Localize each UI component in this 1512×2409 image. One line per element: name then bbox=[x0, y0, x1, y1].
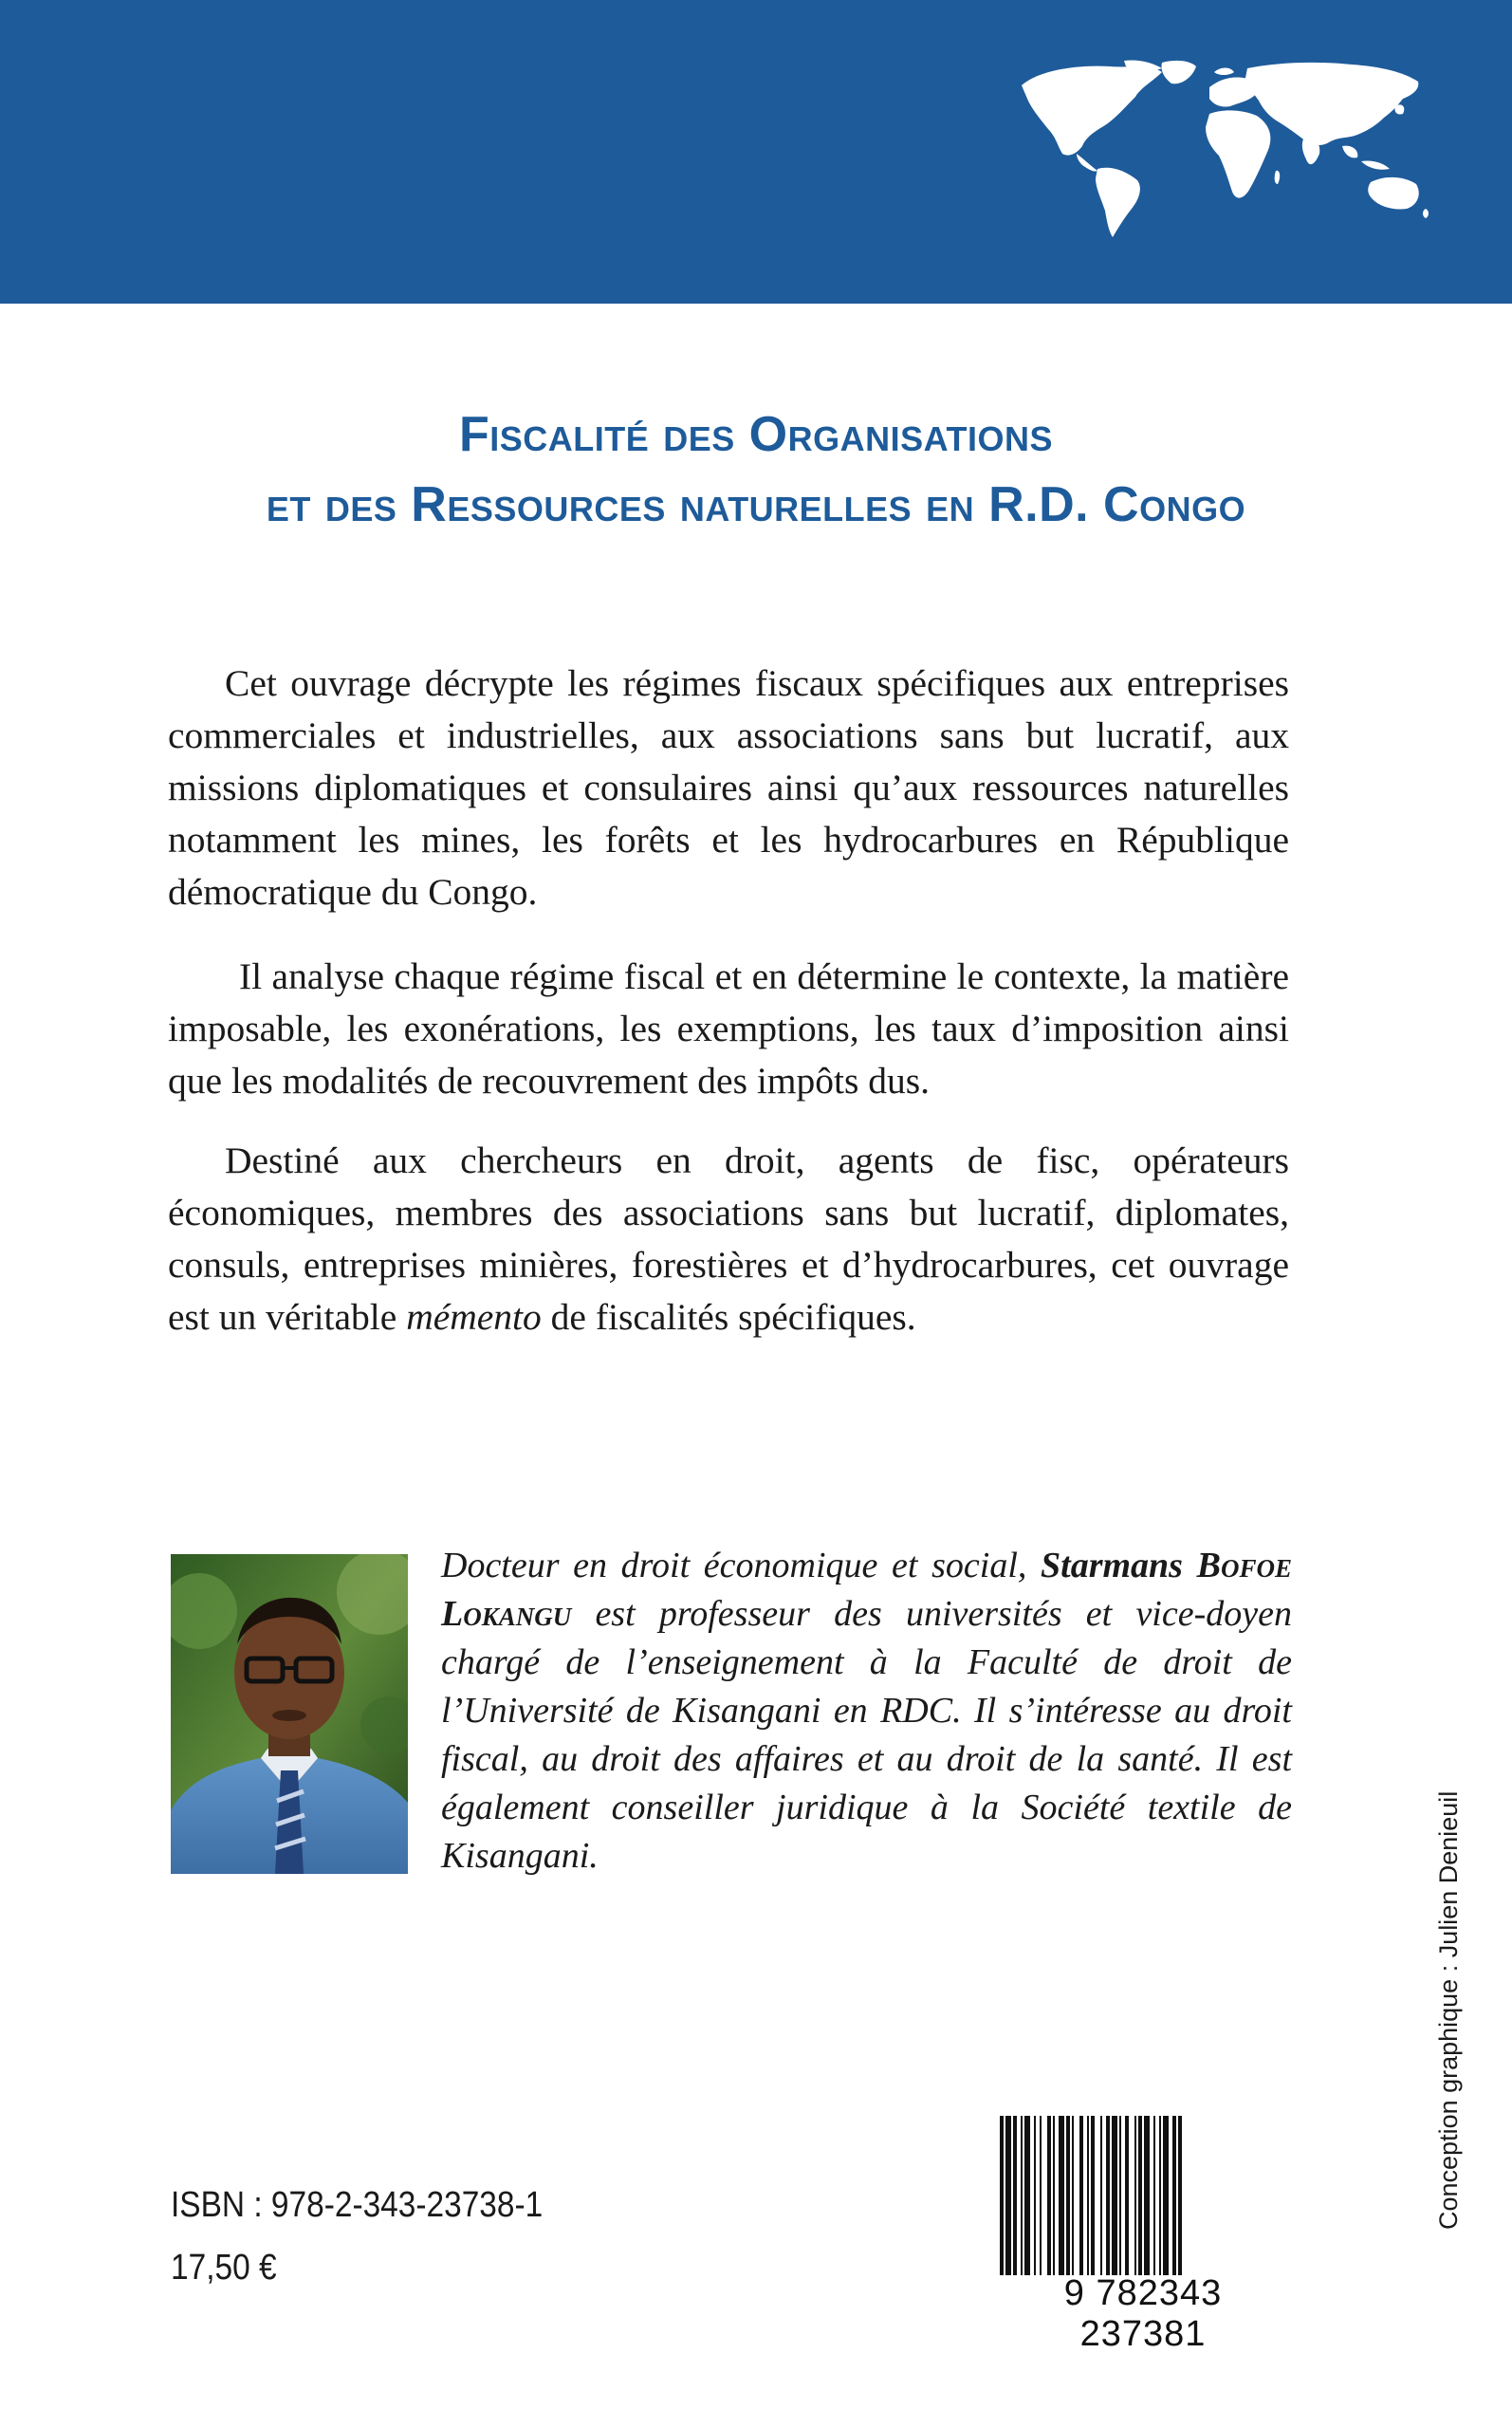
author-first-name: Starmans bbox=[1041, 1546, 1183, 1585]
paragraph-3-text-after: de fiscalités spécifiques. bbox=[541, 1296, 916, 1338]
description-paragraph-2: Il analyse chaque régime fiscal et en détermine le contexte, la matière imposable, les exonérations, les exemptions, les taux d’imposition ainsi que les modalités de recouvrement des impôts dus. bbox=[168, 955, 1289, 1102]
barcode-bars bbox=[996, 2116, 1290, 2275]
author-bio bbox=[441, 1542, 1292, 1881]
world-map-icon bbox=[1020, 59, 1437, 239]
book-title-line-1: Fiscalité des Organisations bbox=[459, 407, 1053, 462]
description-paragraph-1: Cet ouvrage décrypte les régimes fiscaux spécifiques aux entreprises commerciales et industrielles, aux associations sans but lucratif, aux missions diplomatiques et consulaires ainsi qu’aux ressources naturelles notamment les mines, les forêts et les hydrocarbures en République démocratique du Congo. bbox=[168, 662, 1289, 913]
bio-details: est professeur des universités et vice-doyen chargé de l’enseignement à la Faculté de droit de l’Université de Kisangani en RDC. Il s’intéresse au droit fiscal, au droit des affaires et au droit de la santé. Il est également conseiller juridique à la Société textile de Kisangani. bbox=[441, 1594, 1292, 1876]
paragraph-3-text-before: Destiné aux chercheurs en droit, agents de fisc, opérateurs économiques, membres des associations sans but lucratif, diplomates, consuls, entreprises minières, forestières et d’hydrocarbures, cet ouvrage est un véritable bbox=[168, 1140, 1289, 1338]
barcode bbox=[996, 2116, 1290, 2354]
design-credit: Conception graphique : Julien Denieuil bbox=[1434, 1790, 1463, 2230]
author-last-name: Bofoe Lokangu bbox=[441, 1546, 1292, 1634]
price: 17,50 € bbox=[171, 2248, 277, 2288]
header-band bbox=[0, 0, 1512, 304]
bio-intro: Docteur en droit économique et social, bbox=[441, 1546, 1042, 1585]
isbn: ISBN : 978-2-343-23738-1 bbox=[171, 2185, 544, 2225]
book-title-line-2: et des Ressources naturelles en R.D. Congo bbox=[266, 477, 1246, 532]
barcode-number: 9 782343 237381 bbox=[1063, 2273, 1223, 2354]
description-paragraph-3 bbox=[168, 1135, 1289, 1343]
paragraph-3-emphasis: mémento bbox=[406, 1296, 542, 1338]
author-photo bbox=[171, 1554, 408, 1874]
